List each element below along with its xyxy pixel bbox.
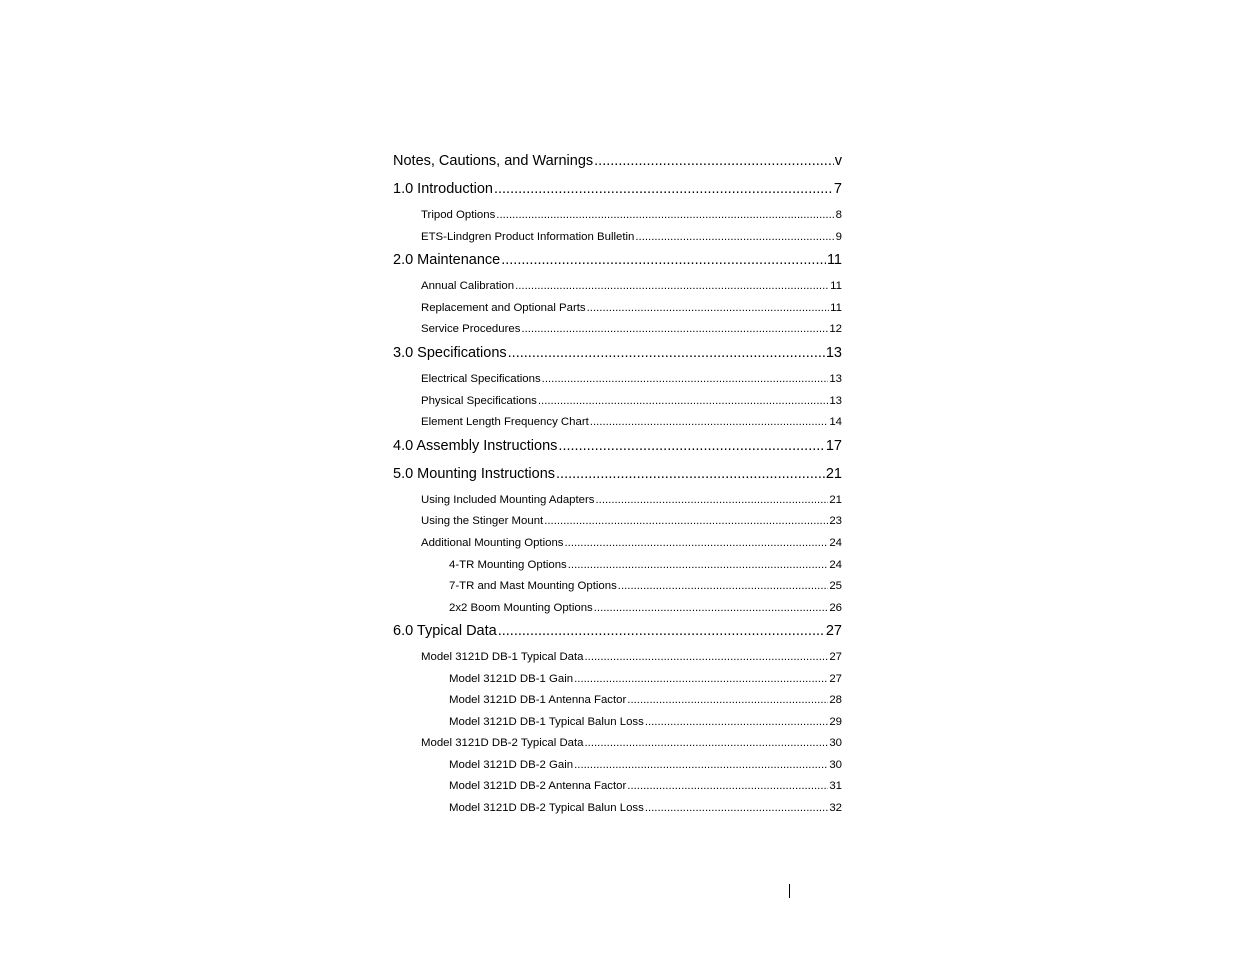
toc-entry-typical-data[interactable] xyxy=(393,620,842,648)
toc-dot-leader xyxy=(501,250,826,270)
toc-dot-leader xyxy=(515,277,829,295)
toc-entry-element-length-frequency-chart[interactable] xyxy=(393,413,842,435)
toc-dot-leader xyxy=(544,512,828,530)
toc-entry-title: Electrical Specifications xyxy=(421,372,541,385)
toc-entry-title: Notes, Cautions, and Warnings xyxy=(393,153,594,169)
toc-entry-included-mounting-adapters[interactable] xyxy=(393,491,842,513)
toc-dot-leader xyxy=(542,370,829,388)
toc-entry-additional-mounting-options[interactable] xyxy=(393,534,842,556)
toc-entry-mounting-instructions[interactable] xyxy=(393,463,842,491)
toc-entry-page: 30 xyxy=(829,737,842,750)
toc-entry-annual-calibration[interactable] xyxy=(393,277,842,299)
toc-entry-product-information-bulletin[interactable] xyxy=(393,228,842,250)
toc-dot-leader xyxy=(585,734,829,752)
toc-entry-title: ETS-Lindgren Product Information Bulletin xyxy=(421,230,635,243)
toc-entry-2x2-boom-mounting-options[interactable] xyxy=(393,599,842,621)
toc-entry-db1-typical-data[interactable] xyxy=(393,648,842,670)
toc-entry-page: 9 xyxy=(835,230,842,243)
toc-dot-leader xyxy=(594,599,829,617)
toc-dot-leader xyxy=(494,179,833,199)
toc-entry-page: 11 xyxy=(830,301,842,314)
toc-dot-leader xyxy=(587,299,830,317)
toc-entry-db2-antenna-factor[interactable] xyxy=(393,777,842,799)
toc-entry-page: 27 xyxy=(829,651,842,664)
toc-entry-page: 21 xyxy=(825,465,842,482)
toc-entry-db1-gain[interactable] xyxy=(393,670,842,692)
toc-entry-page: 11 xyxy=(826,252,842,269)
toc-entry-title: Model 3121D DB-2 Typical Data xyxy=(421,737,584,750)
toc-dot-leader xyxy=(521,320,828,338)
toc-dot-leader xyxy=(498,621,825,641)
toc-entry-title: Replacement and Optional Parts xyxy=(421,301,586,314)
toc-entry-page: 12 xyxy=(829,323,842,336)
toc-entry-page: 13 xyxy=(825,344,842,361)
toc-dot-leader xyxy=(590,413,829,431)
toc-dot-leader xyxy=(556,464,825,484)
toc-entry-page: 28 xyxy=(829,694,842,707)
toc-dot-leader xyxy=(496,206,834,224)
toc-entry-page: 32 xyxy=(829,801,842,814)
toc-entry-page: 13 xyxy=(829,394,842,407)
toc-entry-replacement-optional-parts[interactable] xyxy=(393,299,842,321)
toc-entry-page: 26 xyxy=(829,601,842,614)
toc-entry-page: 21 xyxy=(829,493,842,506)
toc-entry-page: 24 xyxy=(829,558,842,571)
toc-dot-leader xyxy=(594,151,834,171)
toc-entry-4tr-mounting-options[interactable] xyxy=(393,556,842,578)
toc-entry-page: 30 xyxy=(829,758,842,771)
toc-entry-title: 7-TR and Mast Mounting Options xyxy=(449,580,617,593)
toc-entry-page: 14 xyxy=(829,416,842,429)
toc-dot-leader xyxy=(585,648,829,666)
toc-entry-page: v xyxy=(834,153,842,169)
toc-dot-leader xyxy=(574,670,828,688)
toc-dot-leader xyxy=(627,777,828,795)
toc-entry-7tr-mast-mounting-options[interactable] xyxy=(393,577,842,599)
toc-entry-title: Using Included Mounting Adapters xyxy=(421,493,595,506)
toc-dot-leader xyxy=(508,343,825,363)
toc-entry-title: Model 3121D DB-1 Gain xyxy=(449,672,574,685)
toc-entry-db2-gain[interactable] xyxy=(393,756,842,778)
toc-entry-title: Additional Mounting Options xyxy=(421,536,564,549)
toc-entry-title: Service Procedures xyxy=(421,323,521,336)
toc-dot-leader xyxy=(564,534,828,552)
toc-entry-assembly-instructions[interactable] xyxy=(393,435,842,463)
toc-entry-page: 23 xyxy=(829,515,842,528)
toc-dot-leader xyxy=(645,713,829,731)
toc-entry-title: 5.0 Mounting Instructions xyxy=(393,465,556,482)
toc-dot-leader xyxy=(627,691,828,709)
toc-entry-page: 27 xyxy=(829,672,842,685)
toc-entry-maintenance[interactable] xyxy=(393,249,842,277)
toc-dot-leader xyxy=(538,392,828,410)
toc-entry-title: Element Length Frequency Chart xyxy=(421,416,589,429)
toc-dot-leader xyxy=(596,491,829,509)
toc-entry-title: Model 3121D DB-2 Typical Balun Loss xyxy=(449,801,644,814)
toc-entry-title: 2x2 Boom Mounting Options xyxy=(449,601,593,614)
toc-entry-electrical-specifications[interactable] xyxy=(393,370,842,392)
toc-entry-page: 25 xyxy=(829,580,842,593)
toc-entry-title: Model 3121D DB-1 Antenna Factor xyxy=(449,694,627,707)
toc-entry-title: Using the Stinger Mount xyxy=(421,515,544,528)
toc-entry-page: 27 xyxy=(825,623,842,640)
toc-dot-leader xyxy=(558,436,824,456)
toc-entry-title: Physical Specifications xyxy=(421,394,537,407)
toc-entry-tripod-options[interactable] xyxy=(393,206,842,228)
toc-entry-db1-antenna-factor[interactable] xyxy=(393,691,842,713)
toc-entry-page: 17 xyxy=(825,437,842,454)
toc-entry-notes-cautions-warnings[interactable] xyxy=(393,150,842,178)
page-number-marker xyxy=(789,884,790,898)
toc-entry-stinger-mount[interactable] xyxy=(393,512,842,534)
toc-entry-page: 24 xyxy=(829,536,842,549)
toc-entry-title: Model 3121D DB-1 Typical Balun Loss xyxy=(449,715,644,728)
toc-entry-physical-specifications[interactable] xyxy=(393,392,842,414)
toc-entry-title: Model 3121D DB-2 Gain xyxy=(449,758,574,771)
toc-entry-title: 4.0 Assembly Instructions xyxy=(393,437,558,454)
toc-entry-title: 2.0 Maintenance xyxy=(393,252,501,269)
toc-entry-service-procedures[interactable] xyxy=(393,320,842,342)
toc-entry-specifications[interactable] xyxy=(393,342,842,370)
toc-entry-title: 4-TR Mounting Options xyxy=(449,558,567,571)
toc-dot-leader xyxy=(574,756,828,774)
toc-entry-introduction[interactable] xyxy=(393,178,842,206)
toc-dot-leader xyxy=(618,577,829,595)
toc-dot-leader xyxy=(645,799,829,817)
toc-entry-title: Tripod Options xyxy=(421,209,496,221)
toc-entry-db1-typical-balun-loss[interactable] xyxy=(393,713,842,735)
toc-entry-page: 13 xyxy=(829,372,842,385)
toc-entry-title: 3.0 Specifications xyxy=(393,344,507,361)
toc-entry-page: 8 xyxy=(835,209,842,221)
toc-entry-title: Model 3121D DB-1 Typical Data xyxy=(421,651,584,664)
toc-entry-title: 1.0 Introduction xyxy=(393,181,493,197)
toc-entry-title: 6.0 Typical Data xyxy=(393,623,497,640)
table-of-contents xyxy=(393,150,842,820)
toc-entry-db2-typical-data[interactable] xyxy=(393,734,842,756)
toc-entry-page: 29 xyxy=(829,715,842,728)
toc-dot-leader xyxy=(568,556,829,574)
toc-entry-title: Model 3121D DB-2 Antenna Factor xyxy=(449,780,627,793)
toc-entry-db2-typical-balun-loss[interactable] xyxy=(393,799,842,821)
toc-entry-page: 11 xyxy=(830,280,842,293)
toc-entry-title: Annual Calibration xyxy=(421,280,515,293)
toc-entry-page: 7 xyxy=(833,181,842,197)
toc-dot-leader xyxy=(635,228,834,246)
toc-entry-page: 31 xyxy=(829,780,842,793)
